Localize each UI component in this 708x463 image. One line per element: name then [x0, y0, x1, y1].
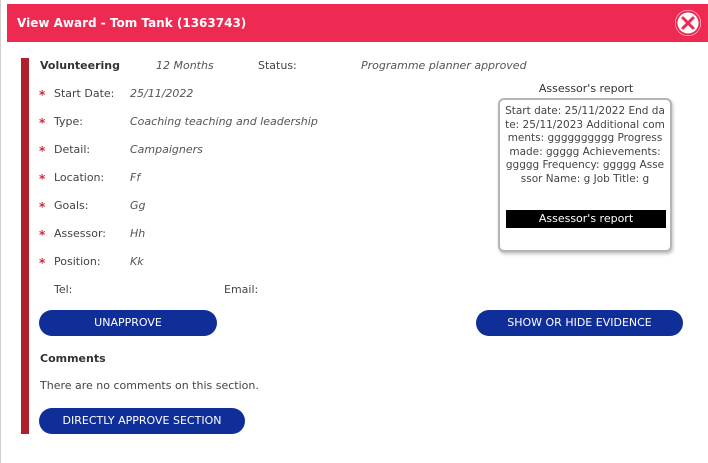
field-label-type: Type: [54, 115, 83, 128]
required-marker: * [39, 88, 46, 102]
field-label-position: Position: [54, 255, 101, 268]
dialog-title: View Award - Tom Tank (1363743) [17, 16, 247, 30]
field-value-assessor: Hh [130, 227, 146, 240]
section-duration: 12 Months [156, 59, 214, 72]
assessor-report-box [498, 98, 672, 252]
comments-heading: Comments [40, 352, 106, 365]
field-label-goals: Goals: [54, 199, 89, 212]
show-hide-evidence-button[interactable]: SHOW OR HIDE EVIDENCE [476, 310, 683, 336]
close-icon[interactable] [675, 10, 701, 36]
required-marker: * [39, 172, 46, 186]
assessor-report-text: Start date: 25/11/2022 End date: 25/11/2023 Additional comments: gggggggggg Progress made: ggggg Achievements: ggggg Frequency: ggggg Assessor Name: g Job Title: g [505, 105, 665, 185]
section-name: Volunteering [40, 59, 120, 72]
required-marker: * [39, 144, 46, 158]
field-value-type: Coaching teaching and leadership [130, 115, 318, 128]
email-label: Email: [224, 283, 259, 296]
field-value-location: Ff [130, 171, 141, 184]
directly-approve-section-button[interactable]: DIRECTLY APPROVE SECTION [39, 408, 245, 434]
title-bar [7, 4, 708, 42]
field-label-detail: Detail: [54, 143, 91, 156]
required-marker: * [39, 200, 46, 214]
status-value: Programme planner approved [361, 59, 527, 72]
field-label-assessor: Assessor: [54, 227, 106, 240]
field-label-start-date: Start Date: [54, 87, 115, 100]
status-label: Status: [258, 59, 297, 72]
required-marker: * [39, 256, 46, 270]
section-indicator-bar [21, 58, 29, 434]
tel-label: Tel: [54, 283, 73, 296]
required-marker: * [39, 228, 46, 242]
field-value-goals: Gg [130, 199, 146, 212]
assessor-report-button[interactable]: Assessor's report [506, 210, 666, 228]
field-value-start-date: 25/11/2022 [130, 87, 194, 100]
field-value-detail: Campaigners [130, 143, 203, 156]
unapprove-button[interactable]: UNAPPROVE [39, 310, 217, 336]
field-value-position: Kk [130, 255, 144, 268]
comments-empty-text: There are no comments on this section. [40, 379, 259, 392]
assessor-report-title: Assessor's report [538, 82, 634, 95]
field-label-location: Location: [54, 171, 105, 184]
required-marker: * [39, 116, 46, 130]
